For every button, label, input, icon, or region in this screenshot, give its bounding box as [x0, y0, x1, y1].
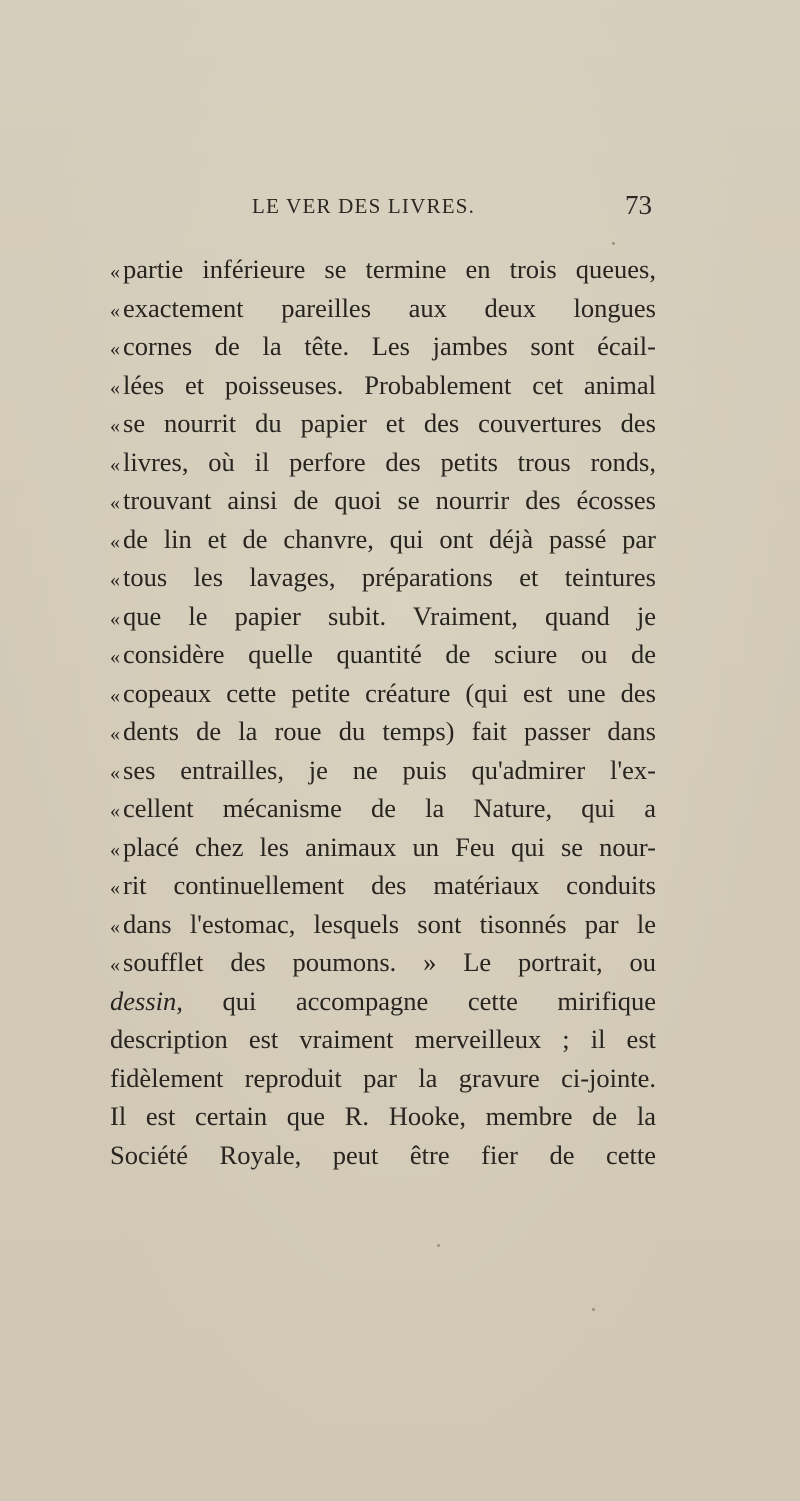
text-line	[110, 982, 656, 1021]
text-line	[110, 866, 656, 905]
guillemet: «	[110, 376, 119, 399]
text-line	[110, 597, 656, 636]
guillemet: «	[110, 915, 119, 938]
line-text: lées et poisseuses. Probablement cet animal	[123, 369, 656, 400]
text-line	[110, 712, 656, 751]
guillemet: «	[110, 569, 119, 591]
guillemet: «	[110, 530, 119, 553]
text-line	[110, 404, 656, 443]
text-line	[110, 327, 656, 366]
text-line: description est vraiment merveilleux ; il est	[110, 1024, 656, 1054]
line-text: exactement pareilles aux deux longues	[123, 292, 656, 323]
guillemet: «	[110, 646, 119, 668]
guillemet: «	[110, 723, 119, 745]
guillemet: «	[110, 877, 119, 899]
line-text: trouvant ainsi de quoi se nourrir des écosses	[123, 485, 656, 515]
line-text: tous les lavages, préparations et teintures	[123, 562, 656, 592]
text-line	[110, 443, 656, 482]
line-text: rit continuellement des matériaux conduits	[123, 870, 656, 900]
paper-speck	[592, 1308, 595, 1311]
text-line	[110, 751, 656, 790]
line-text: considère quelle quantité de sciure ou de	[123, 639, 656, 669]
text-line	[110, 905, 656, 944]
running-head	[110, 190, 658, 224]
text-line	[110, 250, 656, 289]
guillemet: «	[110, 684, 119, 707]
body-text	[110, 250, 656, 1174]
line-text: copeaux cette petite créature (qui est une des	[123, 677, 656, 708]
text-line	[110, 943, 656, 982]
line-text: cellent mécanisme de la Nature, qui a	[123, 793, 656, 823]
line-text: que le papier subit. Vraiment, quand je	[123, 600, 656, 631]
guillemet: «	[110, 261, 119, 283]
text-line	[110, 366, 656, 405]
text-line	[110, 635, 656, 674]
guillemet: «	[110, 299, 119, 322]
text-line: Société Royale, peut être fier de cette	[110, 1139, 656, 1170]
line-text: soufflet des poumons. » Le portrait, ou	[123, 947, 656, 977]
guillemet: «	[110, 761, 119, 784]
guillemet: «	[110, 607, 119, 630]
text-line: Il est certain que R. Hooke, membre de la	[110, 1101, 656, 1131]
paper-speck	[612, 242, 615, 245]
line-text: dans l'estomac, lesquels sont tisonnés par le	[123, 908, 656, 939]
text-line	[110, 558, 656, 597]
text-line	[110, 520, 656, 559]
guillemet: «	[110, 415, 119, 437]
paper-speck	[437, 1244, 440, 1247]
guillemet: «	[110, 453, 119, 476]
line-text: livres, où il perfore des petits trous ronds,	[123, 446, 656, 477]
guillemet: «	[110, 492, 119, 514]
line-text: cornes de la tête. Les jambes sont écail-	[123, 331, 656, 361]
line-text: ses entrailles, je ne puis qu'admirer l'ex-	[123, 754, 656, 785]
guillemet: «	[110, 800, 119, 822]
guillemet: «	[110, 838, 119, 861]
text-line	[110, 674, 656, 713]
line-text: qui accompagne cette mirifique	[222, 985, 656, 1016]
guillemet: «	[110, 338, 119, 360]
text-line	[110, 481, 656, 520]
page-number: 73	[625, 190, 652, 220]
italic-word: dessin,	[110, 985, 183, 1016]
text-line	[110, 828, 656, 867]
running-title: LE VER DES LIVRES.	[252, 194, 476, 218]
text-line	[110, 289, 656, 328]
text-line	[110, 789, 656, 828]
text-line: fidèlement reproduit par la gravure ci-jointe.	[110, 1062, 656, 1093]
line-text: se nourrit du papier et des couvertures des	[123, 408, 656, 438]
guillemet: «	[110, 954, 119, 976]
line-text: partie inférieure se termine en trois queues,	[123, 254, 656, 284]
line-text: placé chez les animaux un Feu qui se nour-	[123, 831, 656, 862]
line-text: de lin et de chanvre, qui ont déjà passé par	[123, 523, 656, 554]
line-text: dents de la roue du temps) fait passer dans	[123, 716, 656, 746]
